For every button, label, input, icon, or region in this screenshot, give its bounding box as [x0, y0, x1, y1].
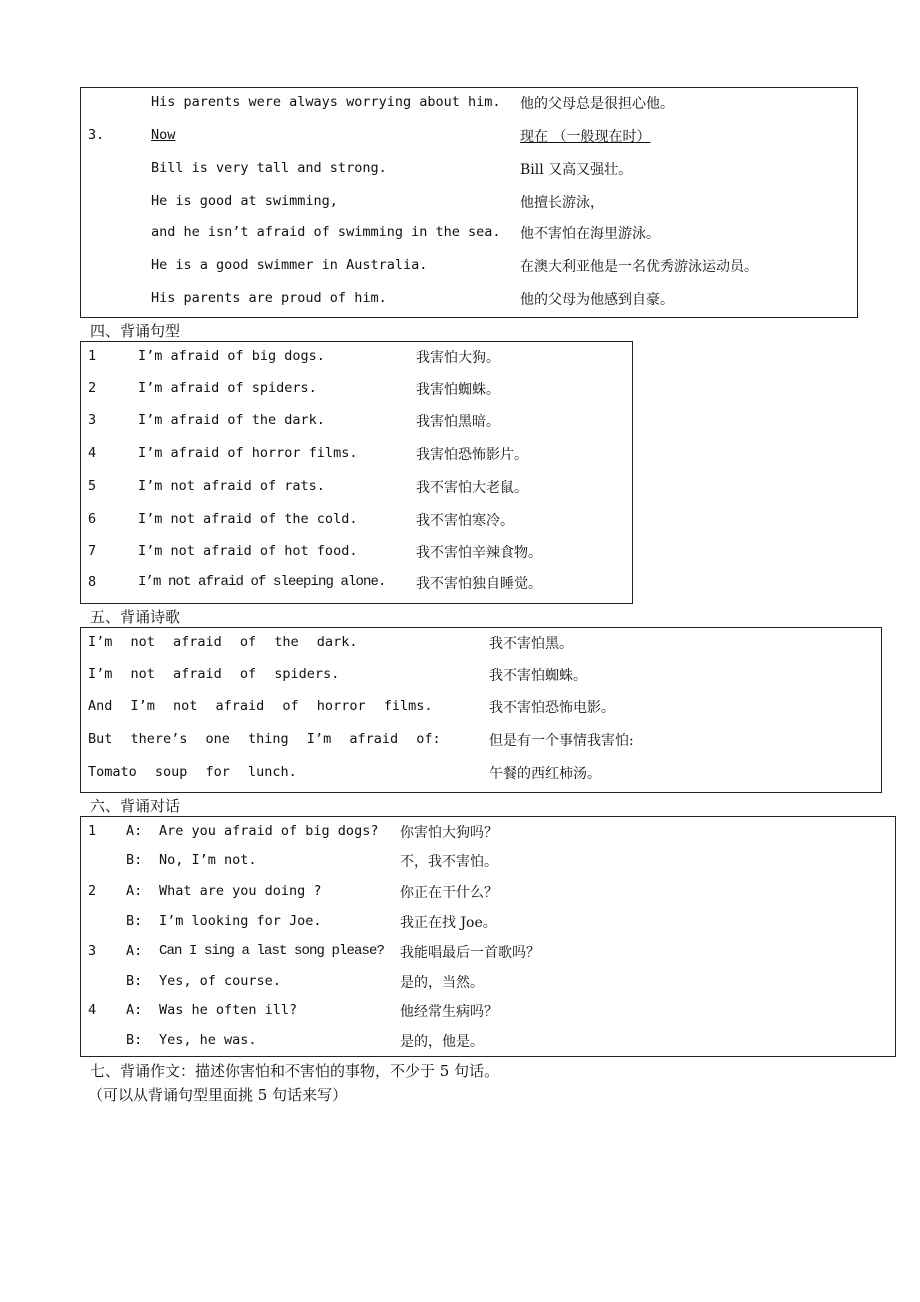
dialogue-4-speaker: A: [126, 1002, 143, 1018]
pattern-2-en: I’m afraid of spiders. [138, 380, 317, 396]
dialogue-1-en: Are you afraid of big dogs? [159, 823, 379, 839]
poem-line-2-zh: 我不害怕蜘蛛。 [489, 668, 587, 684]
pattern-7-num: 7 [88, 543, 97, 559]
dialogue-1b-en: No, I’m not. [159, 852, 257, 868]
dialogue-3-num: 3 [88, 943, 97, 959]
story-row-6-zh: 在澳大利亚他是一名优秀游泳运动员。 [520, 259, 758, 275]
pattern-8-num: 8 [88, 574, 97, 590]
dialogue-2-en: What are you doing ? [159, 883, 322, 899]
pattern-8-zh: 我不害怕独自睡觉。 [416, 576, 542, 592]
section-6-heading: 六、背诵对话 [90, 797, 181, 815]
pattern-2-num: 2 [88, 380, 97, 396]
story-box [80, 87, 858, 318]
dialogue-3b-zh: 是的，当然。 [400, 975, 484, 991]
story-row-6-en: He is a good swimmer in Australia. [151, 257, 428, 273]
story-row-4-zh: 他擅长游泳， [520, 195, 604, 211]
pattern-3-en: I’m afraid of the dark. [138, 412, 325, 428]
section-4-heading: 四、背诵句型 [90, 322, 181, 340]
dialogue-4b-speaker: B: [126, 1032, 143, 1048]
story-row-5-en: and he isn’t afraid of swimming in the sea. [151, 224, 501, 240]
poem-line-3-zh: 我不害怕恐怖电影。 [489, 700, 615, 716]
poem-line-3-en: And I’m not afraid of horror films. [88, 698, 433, 714]
pattern-8-en: I’m not afraid of sleeping alone. [138, 574, 386, 590]
dialogue-4-zh: 他经常生病吗？ [400, 1004, 498, 1020]
pattern-1-zh: 我害怕大狗。 [416, 350, 500, 366]
dialogue-4-en: Was he often ill? [159, 1002, 298, 1018]
dialogue-3-zh: 我能唱最后一首歌吗？ [400, 945, 540, 961]
dialogue-2-num: 2 [88, 883, 97, 899]
poem-line-5-en: Tomato soup for lunch. [88, 764, 297, 780]
dialogue-1b-zh: 不，我不害怕。 [400, 854, 498, 870]
pattern-4-num: 4 [88, 445, 97, 461]
dialogue-2b-speaker: B: [126, 913, 143, 929]
dialogue-3b-en: Yes, of course. [159, 973, 281, 989]
pattern-6-num: 6 [88, 511, 97, 527]
pattern-3-num: 3 [88, 412, 97, 428]
dialogue-1-num: 1 [88, 823, 97, 839]
pattern-3-zh: 我害怕黑暗。 [416, 414, 500, 430]
dialogue-1-zh: 你害怕大狗吗？ [400, 825, 498, 841]
dialogue-1b-speaker: B: [126, 852, 143, 868]
story-row-7-en: His parents are proud of him. [151, 290, 387, 306]
story-row-2-zh: 现在 （一般现在时） [520, 129, 651, 145]
pattern-2-zh: 我害怕蜘蛛。 [416, 382, 500, 398]
dialogue-3-en: Can I sing a last song please? [159, 943, 385, 959]
dialogue-box [80, 816, 896, 1057]
pattern-4-zh: 我害怕恐怖影片。 [416, 447, 528, 463]
dialogue-2b-en: I’m looking for Joe. [159, 913, 322, 929]
section-7-heading: 七、背诵作文：描述你害怕和不害怕的事物，不少于 5 句话。 [90, 1062, 500, 1080]
poem-line-1-zh: 我不害怕黑。 [489, 636, 573, 652]
story-row-2-en: Now [151, 127, 176, 143]
dialogue-4b-zh: 是的，他是。 [400, 1034, 484, 1050]
story-row-1-zh: 他的父母总是很担心他。 [520, 96, 674, 112]
section-7-note: （可以从背诵句型里面挑 5 句话来写） [88, 1086, 348, 1104]
dialogue-2-speaker: A: [126, 883, 143, 899]
pattern-5-num: 5 [88, 478, 97, 494]
poem-line-5-zh: 午餐的西红柿汤。 [489, 766, 601, 782]
section-5-heading: 五、背诵诗歌 [90, 608, 181, 626]
pattern-7-zh: 我不害怕辛辣食物。 [416, 545, 542, 561]
dialogue-4-num: 4 [88, 1002, 97, 1018]
story-row-7-zh: 他的父母为他感到自豪。 [520, 292, 674, 308]
dialogue-2-zh: 你正在干什么？ [400, 885, 498, 901]
pattern-5-en: I’m not afraid of rats. [138, 478, 325, 494]
pattern-6-en: I’m not afraid of the cold. [138, 511, 358, 527]
dialogue-4b-en: Yes, he was. [159, 1032, 257, 1048]
story-row-4-en: He is good at swimming, [151, 193, 338, 209]
poem-line-4-zh: 但是有一个事情我害怕: [489, 733, 634, 749]
dialogue-2b-zh: 我正在找 Joe。 [400, 915, 497, 931]
poem-line-1-en: I’m not afraid of the dark. [88, 634, 358, 650]
dialogue-3b-speaker: B: [126, 973, 143, 989]
pattern-5-zh: 我不害怕大老鼠。 [416, 480, 528, 496]
dialogue-3-speaker: A: [126, 943, 143, 959]
pattern-1-en: I’m afraid of big dogs. [138, 348, 325, 364]
story-row-2-num: 3. [88, 127, 105, 143]
story-row-3-zh: Bill 又高又强壮。 [520, 162, 633, 178]
poem-line-4-en: But there’s one thing I’m afraid of: [88, 731, 441, 747]
story-row-1-en: His parents were always worrying about him. [151, 94, 501, 110]
story-row-5-zh: 他不害怕在海里游泳。 [520, 226, 660, 242]
pattern-4-en: I’m afraid of horror films. [138, 445, 358, 461]
sentence-patterns-box [80, 341, 633, 604]
pattern-1-num: 1 [88, 348, 97, 364]
story-row-3-en: Bill is very tall and strong. [151, 160, 387, 176]
dialogue-1-speaker: A: [126, 823, 143, 839]
pattern-6-zh: 我不害怕寒冷。 [416, 513, 514, 529]
poem-line-2-en: I’m not afraid of spiders. [88, 666, 340, 682]
pattern-7-en: I’m not afraid of hot food. [138, 543, 358, 559]
poem-box [80, 627, 882, 793]
